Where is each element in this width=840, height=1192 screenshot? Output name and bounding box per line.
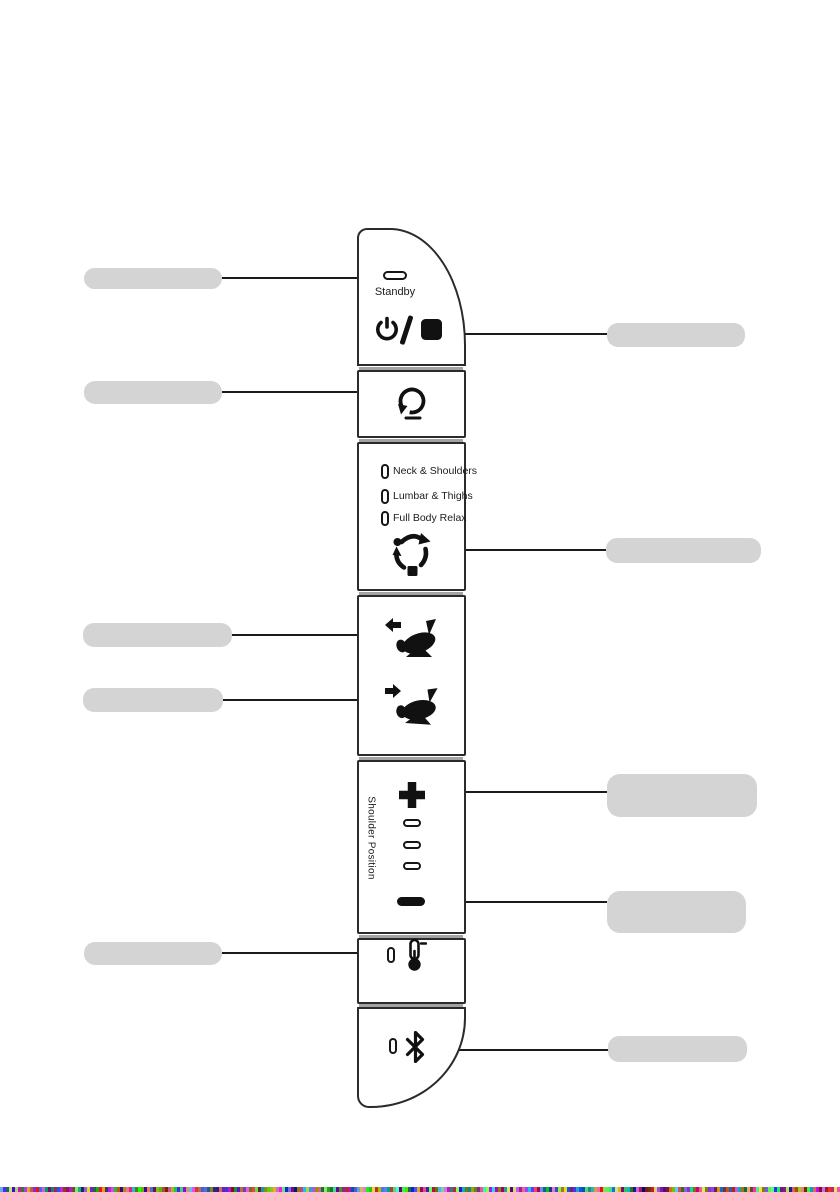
plus-icon <box>398 781 426 809</box>
power-icon <box>374 316 400 344</box>
program-led-full-body-relax <box>381 511 389 526</box>
callout-line-bluetooth <box>444 1049 608 1051</box>
program-label: Full Body Relax <box>393 512 467 524</box>
callout-bluetooth <box>608 1036 747 1062</box>
stop-icon <box>421 319 442 340</box>
callout-line-standby <box>222 277 378 279</box>
chair-recline-forward-icon <box>384 679 442 729</box>
program-led-lumbar-thighs <box>381 489 389 504</box>
callout-standby <box>84 268 222 289</box>
callout-power-stop <box>607 323 745 347</box>
callout-heat <box>84 942 222 965</box>
shoulder-led-low <box>403 862 421 870</box>
bluetooth-icon <box>404 1031 426 1063</box>
shoulder-led-high <box>403 819 421 827</box>
bluetooth-led <box>389 1038 397 1054</box>
standby-label: Standby <box>374 286 416 298</box>
callout-recline-back <box>83 623 232 647</box>
callout-program-cycle <box>606 538 761 563</box>
thermometer-icon <box>401 938 427 972</box>
scan-noise-strip <box>0 1187 840 1192</box>
callout-line-heat <box>222 952 378 954</box>
program-led-neck-shoulders <box>381 464 389 479</box>
minus-icon <box>397 897 425 906</box>
shoulder-led-mid <box>403 841 421 849</box>
callout-recline-forward <box>83 688 223 712</box>
program-cycle-icon <box>391 529 435 577</box>
callout-shoulder-down <box>607 891 746 933</box>
heat-led <box>387 947 395 963</box>
chair-recline-back-icon <box>384 613 442 663</box>
callout-reset <box>84 381 222 404</box>
standby-led <box>383 271 407 280</box>
callout-shoulder-up <box>607 774 757 817</box>
shoulder-position-label: Shoulder Position <box>365 796 377 880</box>
program-label: Lumbar & Thighs <box>393 490 473 502</box>
program-label: Neck & Shoulders <box>393 465 478 477</box>
callout-line-power-stop <box>450 333 607 335</box>
reset-icon <box>392 385 432 421</box>
